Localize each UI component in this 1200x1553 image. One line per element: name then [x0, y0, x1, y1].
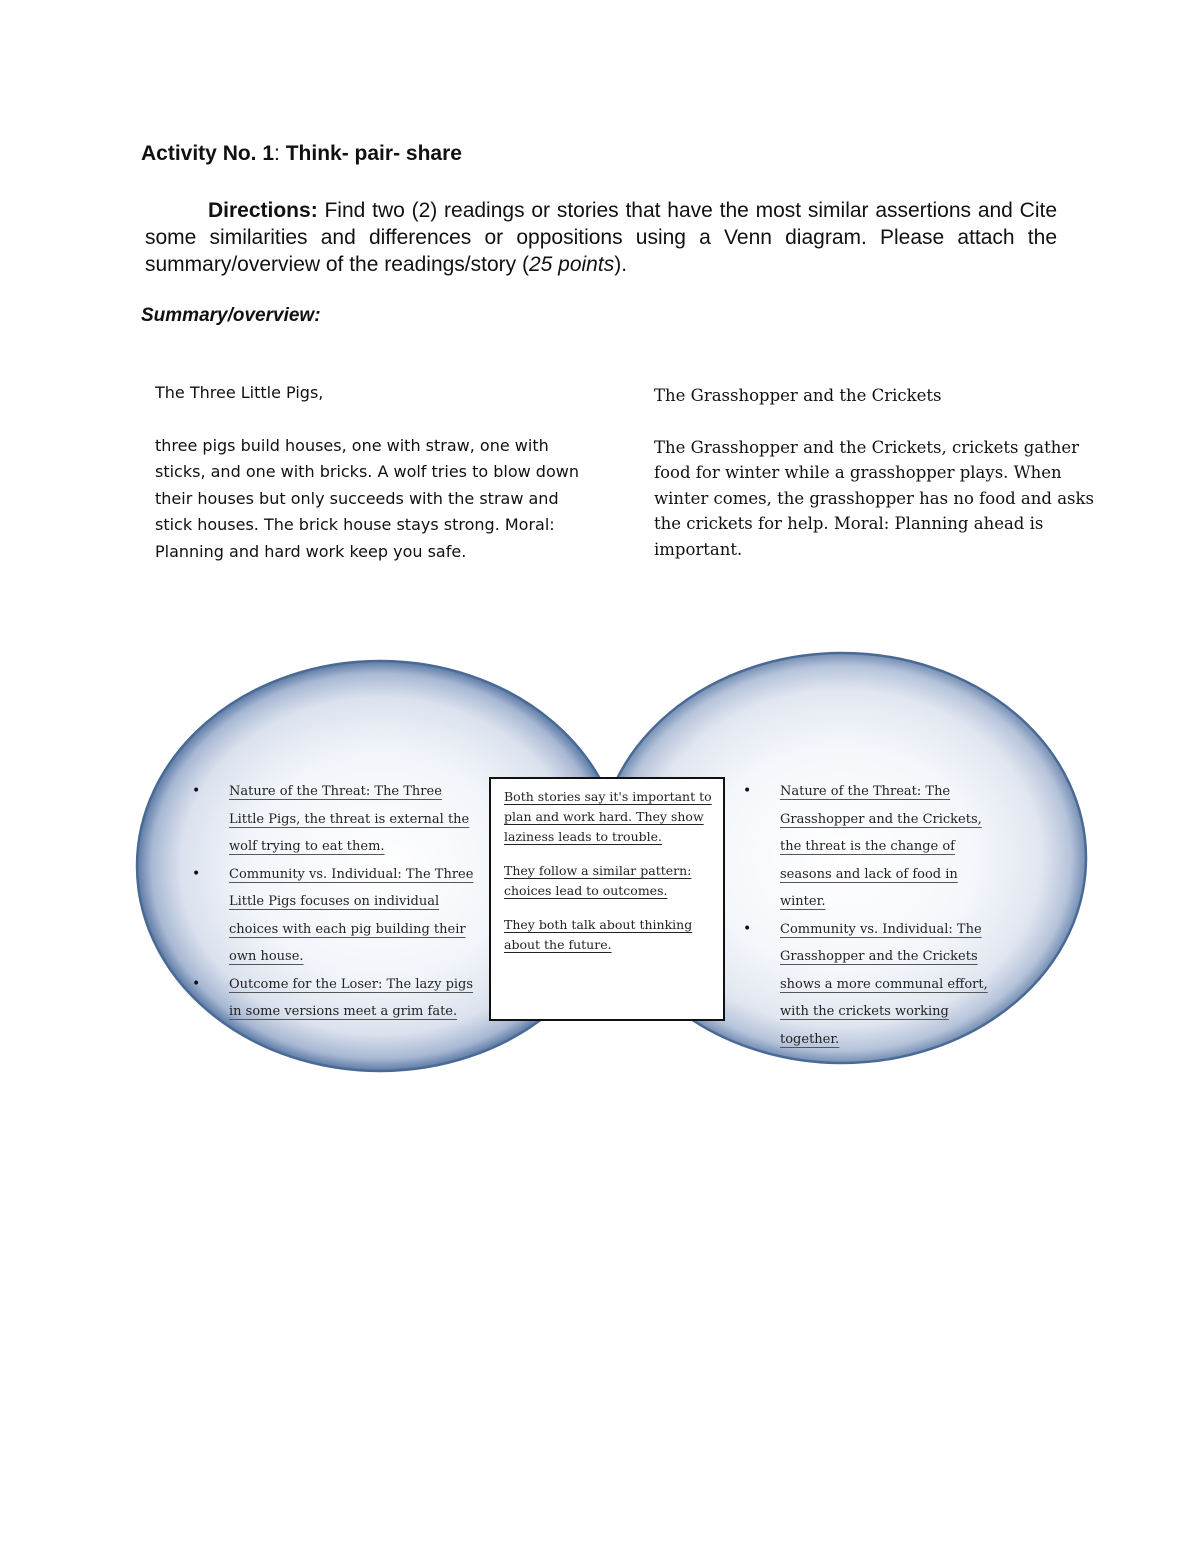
directions-label: Directions: — [208, 199, 318, 222]
venn-left-item — [192, 861, 477, 971]
directions-points: 25 points — [528, 253, 615, 276]
venn-center-item: They follow a similar pattern: choices lead to outcomes. — [504, 863, 692, 898]
venn-right-item — [743, 778, 988, 916]
venn-left-item-text: Community vs. Individual: The Three Little Pigs focuses on individual choices with each pig building their own house. — [229, 866, 474, 964]
story-left-body: three pigs build houses, one with straw, one with sticks, and one with bricks. A wolf tries to blow down their houses but only succeeds with the straw and stick houses. The brick house stays strong. Moral: Planning and hard work keep you safe. — [155, 435, 579, 561]
directions-text-end: ). — [614, 253, 628, 276]
summary-heading: Summary/overview: — [141, 305, 321, 326]
story-right-body: The Grasshopper and the Crickets, crickets gather food for winter while a grasshopper plays. When winter comes, the grasshopper has no food and asks the crickets for help. Moral: Planning ahead is important. — [654, 437, 1094, 559]
venn-center-item: They both talk about thinking about the future. — [504, 917, 693, 952]
venn-left-item-text: Outcome for the Loser: The lazy pigs in some versions meet a grim fate. — [229, 976, 474, 1019]
venn-right-item-text: Community vs. Individual: The Grasshopper and the Crickets shows a more communal effort, with the crickets working together. — [780, 921, 988, 1047]
venn-left-item-text: Nature of the Threat: The Three Little Pigs, the threat is external the wolf trying to eat them. — [229, 784, 470, 854]
venn-right-item — [743, 916, 988, 1054]
activity-title-separator: : — [274, 142, 280, 165]
activity-number: Activity No. 1 — [141, 142, 275, 165]
story-left-title: The Three Little Pigs, — [155, 383, 324, 402]
venn-right-item-text: Nature of the Threat: The Grasshopper and the Crickets, the threat is the change of seasons and lack of food in winter. — [780, 784, 982, 909]
venn-right-list — [743, 778, 988, 1053]
venn-left-item — [192, 778, 477, 861]
story-right-title: The Grasshopper and the Crickets — [654, 386, 942, 405]
venn-left-list — [192, 778, 477, 1026]
venn-center-item: Both stories say it's important to plan and work hard. They show laziness leads to trouble. — [504, 789, 712, 844]
venn-left-item — [192, 971, 477, 1026]
venn-center-box — [489, 777, 725, 1021]
activity-name: Think- pair- share — [279, 142, 462, 165]
directions-text: Find two (2) readings or stories that have the most similar assertions and Cite some similarities and differences or oppositions using a Venn diagram. Please attach the summary/overview of the readings/story ( — [145, 199, 1057, 276]
